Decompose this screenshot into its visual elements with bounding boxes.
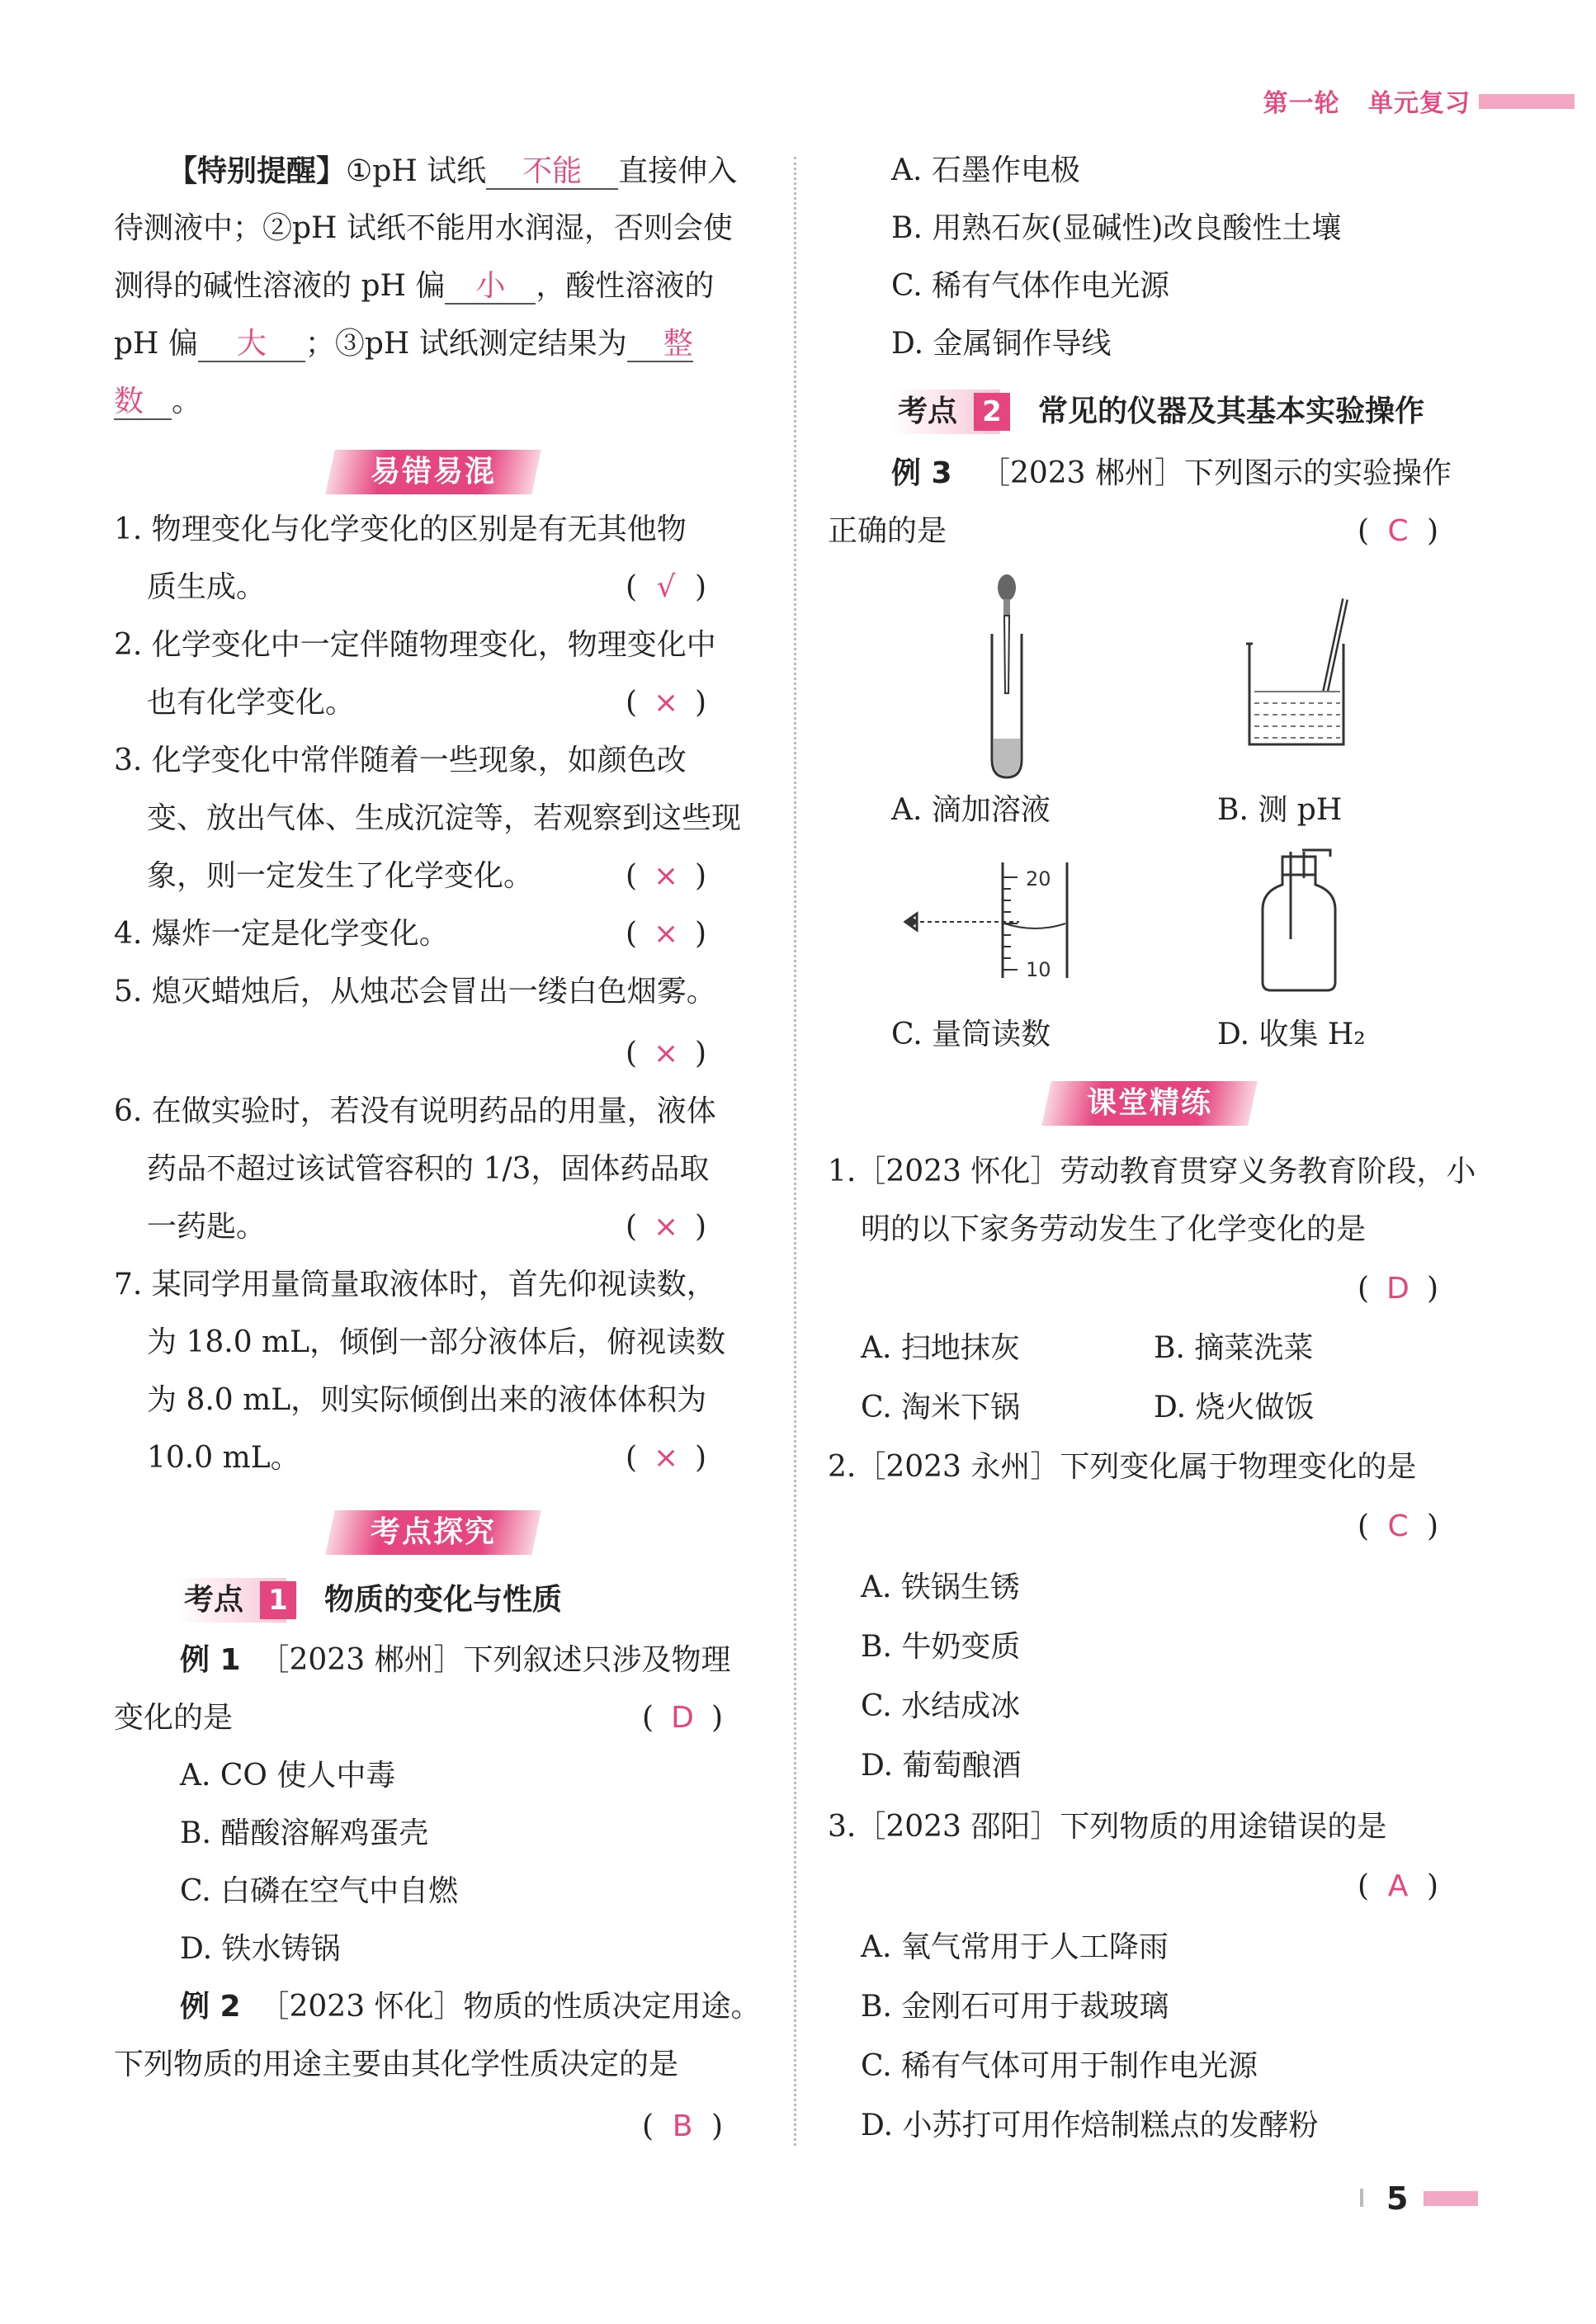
example-text: ［2023 怀化］物质的性质决定用途。 [259, 1990, 761, 2024]
example-text: 正确的是 [828, 514, 947, 548]
answer-mark: × [653, 1441, 679, 1475]
kaodian-1-heading [177, 1578, 623, 1623]
answer-paren: ( × ) [626, 917, 707, 951]
answer-mark: × [653, 859, 679, 893]
answer-paren: ( × ) [626, 859, 707, 893]
answer-mark: D [671, 1701, 694, 1735]
list-item: 也有化学变化。 [147, 686, 356, 720]
answer-mark: B [672, 2109, 693, 2143]
option: A. CO 使人中毒 [180, 1759, 396, 1793]
header-unit: 单元复习 [1368, 89, 1471, 118]
option: C. 稀有气体可用于制作电光源 [861, 2049, 1258, 2083]
option: A. 石墨作电极 [891, 154, 1080, 187]
example-label: 例 3 [891, 456, 952, 490]
list-item: 2. 化学变化中一定伴随物理变化，物理变化中 [114, 628, 716, 662]
reminder-text: ；③pH 试纸测定结果为 [305, 327, 627, 361]
answer-mark: C [1387, 514, 1409, 548]
list-item: 7. 某同学用量筒量取液体时，首先仰视读数， [114, 1268, 716, 1301]
list-item: 为 8.0 mL，则实际倾倒出来的液体体积为 [147, 1383, 707, 1417]
answer-paren: ( C ) [1358, 1509, 1439, 1543]
cylinder-label-top: 20 [1026, 867, 1051, 890]
reminder-text: 待测液中；②pH 试纸不能用水润湿，否则会使 [114, 211, 733, 245]
option: C. 白磷在空气中自燃 [180, 1874, 459, 1908]
footer-mark [1360, 2189, 1363, 2207]
option: C. 淘米下锅 [861, 1391, 1021, 1424]
reminder-text: pH 偏 [114, 327, 198, 361]
option: A. 氧气常用于人工降雨 [861, 1930, 1169, 1964]
reminder-text: 。 [172, 385, 202, 418]
kaodian-2-heading [891, 390, 1485, 434]
header-title [1263, 83, 1471, 119]
example-text: ［2023 郴州］下列图示的实验操作 [980, 456, 1452, 490]
option: B. 金刚石可用于裁玻璃 [861, 1990, 1169, 2024]
beaker-ph-figure [1238, 594, 1370, 751]
answer-mark: √ [656, 570, 676, 604]
list-item: 4. 爆炸一定是化学变化。 [114, 917, 449, 951]
option: C. 稀有气体作电光源 [891, 269, 1170, 303]
kaodian-number: 1 [260, 1581, 296, 1619]
answer-paren: ( A ) [1358, 1869, 1439, 1903]
answer-paren: ( × ) [626, 1037, 707, 1070]
answer-mark: D [1386, 1272, 1409, 1306]
option: D. 烧火做饭 [1154, 1391, 1315, 1424]
gas-collection-bottle-figure [1254, 848, 1345, 997]
option: B. 摘菜洗菜 [1154, 1331, 1314, 1365]
option: B. 醋酸溶解鸡蛋壳 [180, 1816, 429, 1850]
question-text: 明的以下家务劳动发生了化学变化的是 [861, 1212, 1367, 1246]
example-label: 例 1 [180, 1643, 241, 1677]
answer-mark: × [653, 1037, 679, 1070]
kaodian-title: 物质的变化与性质 [324, 1583, 563, 1617]
option: A. 铁锅生锈 [861, 1571, 1020, 1604]
list-item: 变、放出气体、生成沉淀等，若观察到这些现 [147, 801, 742, 835]
option: C. 水结成冰 [861, 1689, 1021, 1723]
answer-paren: ( √ ) [626, 570, 707, 604]
dropper-test-tube-figure [966, 569, 1048, 784]
figure-caption: C. 量筒读数 [891, 1018, 1051, 1051]
list-item: 6. 在做实验时，若没有说明药品的用量，液体 [114, 1094, 716, 1128]
answer-mark: × [653, 1210, 679, 1244]
footer-bar [1424, 2191, 1478, 2206]
kaodian-number: 2 [974, 393, 1010, 431]
cylinder-label-bottom: 10 [1026, 958, 1051, 981]
header-round: 第一轮 [1263, 89, 1340, 118]
list-item: 3. 化学变化中常伴随着一些现象，如颜色改 [114, 744, 687, 777]
reminder-text: 测得的碱性溶液的 pH 偏 [114, 269, 446, 303]
answer-mark: × [653, 917, 679, 951]
kaodian-label: 考点 [177, 1578, 286, 1623]
section-title: 考点探究 [370, 1515, 496, 1549]
option: A. 扫地抹灰 [861, 1331, 1020, 1365]
blank-1: 不能 [486, 155, 618, 190]
section-title: 课堂精练 [1086, 1086, 1212, 1120]
question-text: 3.［2023 邵阳］下列物质的用途错误的是 [828, 1810, 1387, 1844]
list-item: 为 18.0 mL，倾倒一部分液体后，俯视读数 [147, 1325, 726, 1359]
kaodian-label: 考点 [891, 390, 1000, 434]
example-text: 下列物质的用途主要由其化学性质决定的是 [114, 2048, 679, 2081]
answer-paren: ( × ) [626, 686, 707, 720]
list-item: 药品不超过该试管容积的 1/3，固体药品取 [147, 1152, 710, 1186]
option: D. 金属铜作导线 [891, 327, 1112, 361]
example-text: ［2023 郴州］下列叙述只涉及物理 [259, 1643, 731, 1677]
option: D. 葡萄酿酒 [861, 1749, 1022, 1783]
answer-mark: × [653, 686, 679, 720]
option: D. 小苏打可用作焙制糕点的发酵粉 [861, 2109, 1319, 2142]
answer-paren: ( D ) [1358, 1272, 1439, 1306]
question-text: 1.［2023 怀化］劳动教育贯穿义务教育阶段，小 [828, 1155, 1476, 1188]
option: D. 铁水铸锅 [180, 1932, 341, 1966]
figure-caption: A. 滴加溶液 [891, 793, 1051, 827]
figure-caption: B. 测 pH [1217, 793, 1343, 827]
option: B. 用熟石灰(显碱性)改良酸性土壤 [891, 211, 1342, 245]
list-item: 象，则一定发生了化学变化。 [147, 859, 534, 893]
list-item: 质生成。 [147, 570, 267, 604]
answer-paren: ( × ) [626, 1210, 707, 1244]
page-number: 5 [1386, 2180, 1409, 2217]
reminder-text: ，酸性溶液的 [536, 269, 715, 303]
section-banner-jinglian [1046, 1081, 1253, 1126]
section-banner-yicuo [330, 450, 536, 494]
kaodian-title: 常见的仪器及其基本实验操作 [1038, 394, 1425, 428]
list-item: 一药匙。 [147, 1210, 267, 1244]
example-text: 变化的是 [114, 1701, 234, 1735]
blank-2: 小 [445, 270, 536, 305]
figure-caption: D. 收集 H₂ [1217, 1018, 1366, 1051]
reminder-label: 【特别提醒】 [168, 154, 347, 188]
answer-paren: ( × ) [626, 1441, 707, 1475]
answer-paren: ( B ) [642, 2109, 724, 2143]
blank-3: 大 [198, 328, 305, 362]
example-label: 例 2 [180, 1990, 241, 2024]
answer-mark: C [1387, 1509, 1409, 1543]
reminder-text: ①pH 试纸 [346, 154, 487, 188]
header-bar [1479, 94, 1575, 109]
list-item: 1. 物理变化与化学变化的区别是有无其他物 [114, 513, 687, 546]
reminder-text: 直接伸入 [618, 154, 738, 188]
list-item: 10.0 mL。 [147, 1441, 300, 1475]
section-title: 易错易混 [370, 455, 496, 489]
answer-paren: ( D ) [642, 1701, 724, 1735]
list-item: 5. 熄灭蜡烛后，从烛芯会冒出一缕白色烟雾。 [114, 975, 716, 1008]
column-divider [794, 157, 796, 2146]
section-banner-tanjiu [330, 1510, 536, 1555]
answer-paren: ( C ) [1358, 514, 1439, 548]
answer-mark: A [1387, 1869, 1409, 1903]
blank-4a: 整 [627, 328, 693, 362]
blank-4b: 数 [114, 385, 172, 420]
option: B. 牛奶变质 [861, 1630, 1021, 1664]
question-text: 2.［2023 永州］下列变化属于物理变化的是 [828, 1450, 1417, 1484]
graduated-cylinder-figure [887, 854, 1085, 986]
